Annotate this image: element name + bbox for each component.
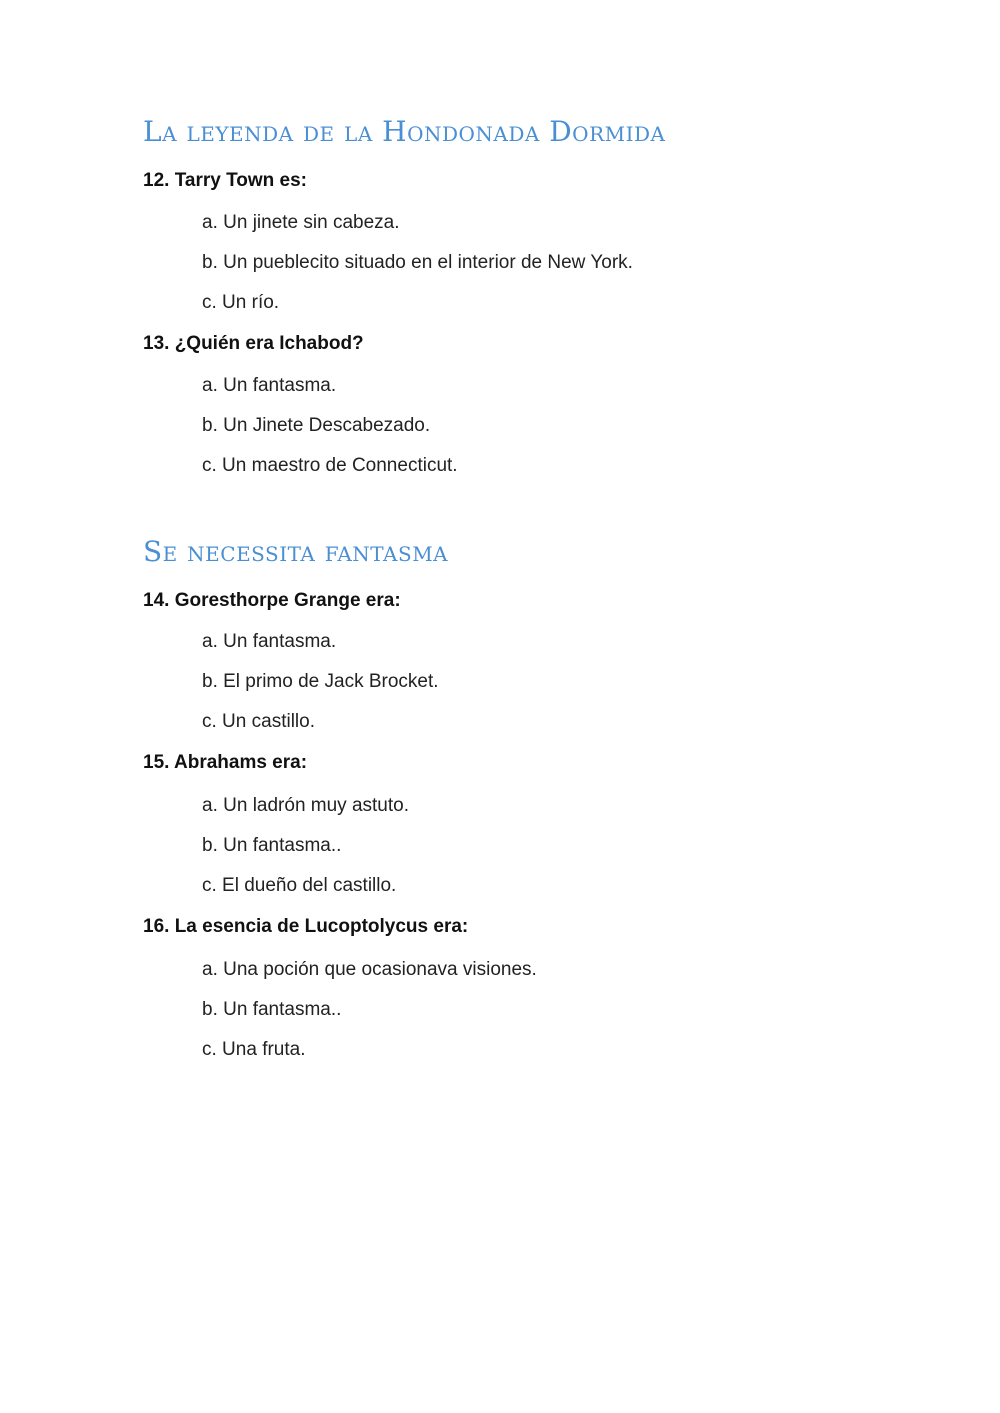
question-16: 16. La esencia de Lucoptolycus era: [143,916,469,937]
question-16-option-b[interactable]: b. Un fantasma.. [202,999,342,1020]
question-16-option-a[interactable]: a. Una poción que ocasionava visiones. [202,959,537,980]
question-12-option-a[interactable]: a. Un jinete sin cabeza. [202,212,400,233]
question-15: 15. Abrahams era: [143,752,308,773]
question-15-option-b[interactable]: b. Un fantasma.. [202,835,342,856]
question-12: 12. Tarry Town es: [143,170,308,191]
question-13-option-a[interactable]: a. Un fantasma. [202,375,337,396]
question-14-option-c[interactable]: c. Un castillo. [202,711,315,732]
question-15-option-c[interactable]: c. El dueño del castillo. [202,875,397,896]
question-14: 14. Goresthorpe Grange era: [143,590,401,611]
question-15-option-a[interactable]: a. Un ladrón muy astuto. [202,795,409,816]
question-14-option-b[interactable]: b. El primo de Jack Brocket. [202,671,439,692]
question-12-option-c[interactable]: c. Un río. [202,292,280,313]
question-13: 13. ¿Quién era Ichabod? [143,333,364,354]
question-12-option-b[interactable]: b. Un pueblecito situado en el interior de New York. [202,252,633,273]
question-13-option-b[interactable]: b. Un Jinete Descabezado. [202,415,431,436]
question-14-option-a[interactable]: a. Un fantasma. [202,631,337,652]
question-16-option-c[interactable]: c. Una fruta. [202,1039,306,1060]
section-title-fantasma: Se necessita fantasma [143,535,449,568]
question-13-option-c[interactable]: c. Un maestro de Connecticut. [202,455,458,476]
section-title-leyenda: La leyenda de la Hondonada Dormida [143,115,666,148]
